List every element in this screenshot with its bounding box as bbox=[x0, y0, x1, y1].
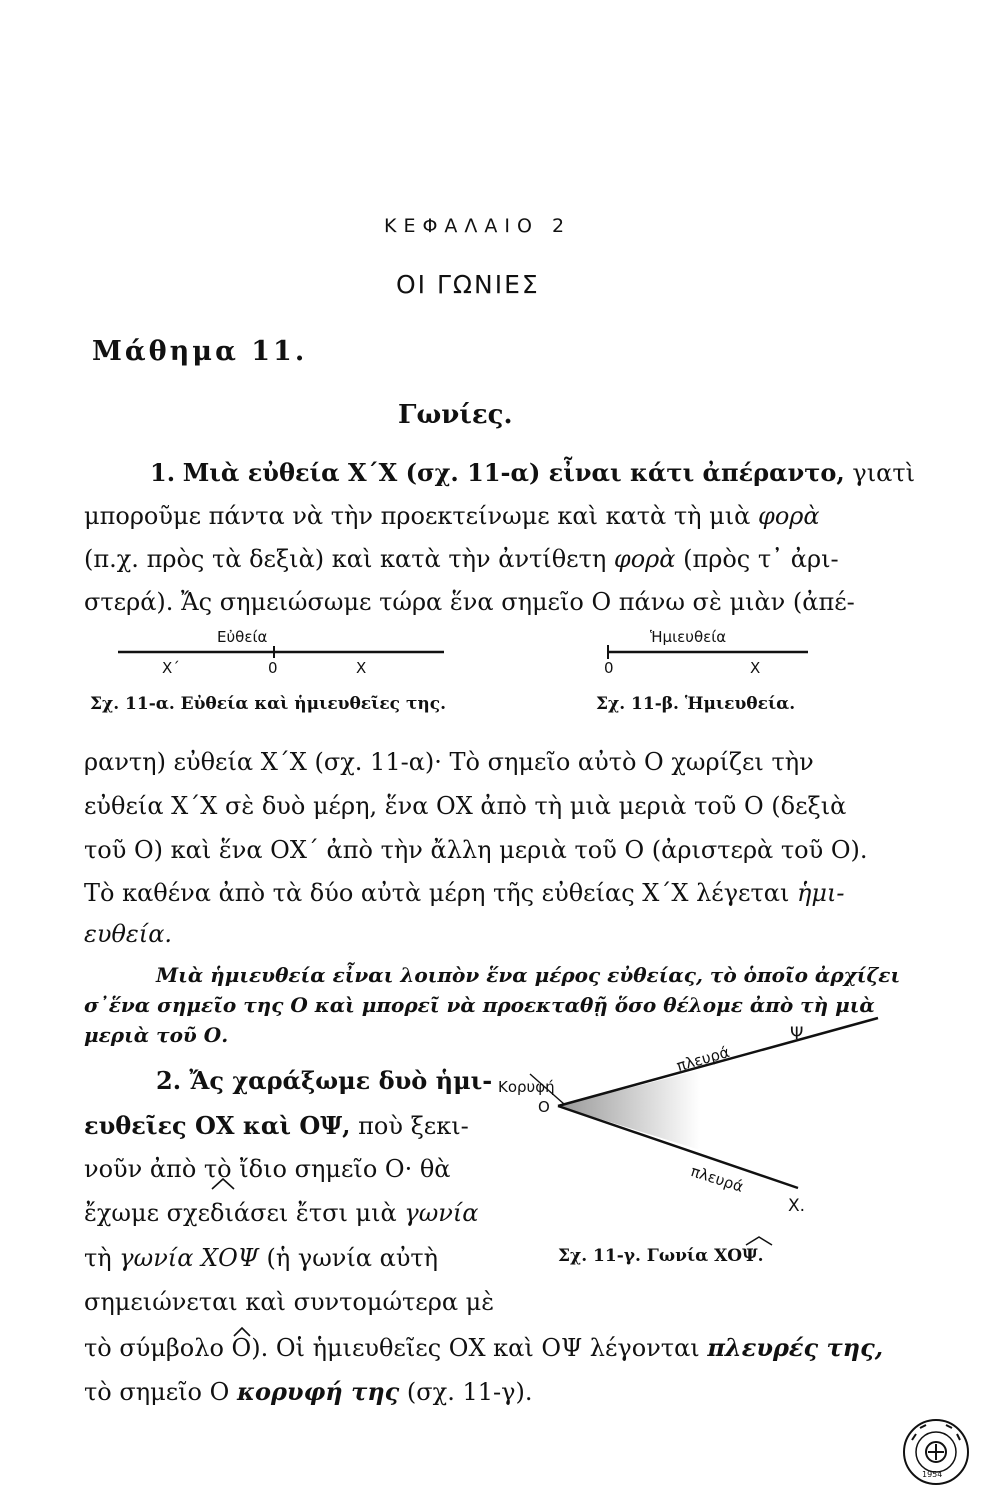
para2-line5-italic: γωνία ΧΟΨ bbox=[119, 1244, 259, 1272]
para2-line8 bbox=[84, 1377, 532, 1406]
fig-b-x: Χ bbox=[750, 659, 761, 677]
chapter-label: ΚΕΦΑΛΑΙΟ 2 bbox=[384, 215, 572, 237]
para1-line2-text: μποροῦμε πάντα νὰ τὴν προεκτείνωμε καὶ κατὰ τὴ μιὰ bbox=[84, 502, 759, 530]
fig-a-x-prime: Χ΄ bbox=[162, 659, 180, 677]
fig-b-o: 0 bbox=[604, 659, 614, 677]
para2-angle-hat bbox=[210, 1178, 236, 1190]
angle-shading bbox=[558, 1070, 700, 1150]
section-heading: Γωνίες. bbox=[398, 400, 513, 430]
para2-line1: 2. Ἄς χαράξωμε δυὸ ἡμι- bbox=[156, 1066, 493, 1095]
para2-line4-italic: γωνία bbox=[404, 1199, 479, 1227]
para2-line4 bbox=[84, 1199, 478, 1227]
para1-line3-italic: φορὰ bbox=[613, 545, 676, 573]
chapter-title: ΟΙ ΓΩΝΙΕΣ bbox=[396, 270, 540, 299]
para2-line5-end: (ἡ γωνία αὐτὴ bbox=[258, 1244, 439, 1272]
para1-line2-italic: φορὰ bbox=[758, 502, 820, 530]
para2-line8-italic: κορυφή της bbox=[236, 1377, 400, 1406]
para1-line3 bbox=[84, 545, 839, 573]
para1-line2 bbox=[84, 502, 820, 530]
para1-number: 1. bbox=[150, 458, 176, 487]
para2-line5 bbox=[84, 1244, 438, 1272]
fig-c-vertex-label: Κορυφή bbox=[498, 1078, 555, 1096]
fig-c-x: Χ. bbox=[788, 1196, 806, 1216]
para2-line2 bbox=[84, 1111, 469, 1140]
stamp-year: 1954 bbox=[922, 1470, 943, 1479]
fig-a-x: Χ bbox=[356, 659, 367, 677]
para2-line6: σημειώνεται καὶ συντομώτερα μὲ bbox=[84, 1288, 495, 1316]
para2-line7-text: τὸ σύμβολο bbox=[84, 1334, 232, 1362]
definition-line3: μεριὰ τοῦ Ο. bbox=[84, 1023, 229, 1047]
fig-c-side-bottom: πλευρά bbox=[688, 1162, 746, 1196]
para2-line7-italic: πλευρές της, bbox=[707, 1333, 884, 1362]
fig-c-caption-hat bbox=[744, 1236, 774, 1246]
para1-line1 bbox=[150, 458, 915, 487]
angle-symbol-letter: Ο bbox=[231, 1334, 252, 1362]
para1-cont-line3: τοῦ Ο) καὶ ἕνα ΟΧ΄ ἀπὸ τὴν ἄλλη μεριὰ τοῦ Ο (ἀριστερὰ τοῦ Ο). bbox=[84, 836, 868, 864]
para1-line3-text: (π.χ. πρὸς τὰ δεξιὰ) καὶ κατὰ τὴν ἀντίθετη bbox=[84, 545, 614, 573]
para1-cont-line4-text: Τὸ καθένα ἀπὸ τὰ δύο αὐτὰ μέρη τῆς εὐθείας Χ΄Χ λέγεται bbox=[84, 879, 798, 907]
para1-cont-line5: ευθεία. bbox=[84, 920, 173, 948]
fig-a-line-label: Εὐθεία bbox=[217, 628, 268, 646]
para1-line1-rest: γιατὶ bbox=[844, 459, 916, 487]
para2-line4-text: ἔχωμε σχεδιάσει ἔτσι μιὰ bbox=[84, 1199, 405, 1227]
definition-line1: Μιὰ ἡμιευθεία εἶναι λοιπὸν ἕνα μέρος εὐθείας, τὸ ὁποῖο ἀρχίζει bbox=[156, 963, 901, 987]
fig-c-psi: Ψ bbox=[790, 1024, 804, 1044]
para1-cont-line4 bbox=[84, 879, 845, 907]
para2-line2-bold: ευθεῖες ΟΧ καὶ ΟΨ, bbox=[84, 1111, 351, 1140]
fig-c-o: Ο bbox=[538, 1098, 550, 1116]
angle-symbol bbox=[232, 1334, 252, 1362]
para1-cont-line4-italic: ἡμι- bbox=[797, 879, 845, 907]
fig-b-line-label: Ἡμιευθεία bbox=[650, 628, 727, 646]
para2-line8-text: τὸ σημεῖο Ο bbox=[84, 1378, 237, 1406]
angle-hat bbox=[233, 1327, 251, 1337]
fig-a-caption: Σχ. 11-α. Εὐθεία καὶ ἡμιευθεῖες της. bbox=[90, 694, 447, 714]
figure-11c bbox=[500, 1000, 890, 1230]
definition-line2: σ᾿ἕνα σημεῖο της Ο καὶ μπορεῖ νὰ προεκταθῇ ὅσο θέλομε ἀπὸ τὴ μιὰ bbox=[84, 993, 875, 1017]
lesson-title: Μάθημα 11. bbox=[92, 336, 308, 367]
fig-b-caption: Σχ. 11-β. Ἡμιευθεία. bbox=[596, 694, 796, 714]
para2-line7-middle: ). Οἱ ἡμιευθεῖες ΟΧ καὶ ΟΨ λέγονται bbox=[251, 1334, 708, 1362]
fig-c-side-top: πλευρά bbox=[674, 1042, 732, 1076]
para1-line4: στερά). Ἄς σημειώσωμε τώρα ἕνα σημεῖο Ο πάνω σὲ μιὰν (ἀπέ- bbox=[84, 588, 855, 616]
fig-a-o: 0 bbox=[268, 659, 278, 677]
library-stamp bbox=[902, 1418, 970, 1486]
figure-11a bbox=[118, 628, 448, 688]
para2-line8-end: (σχ. 11-γ). bbox=[399, 1378, 533, 1406]
para1-bold: Μιὰ εὐθεία Χ΄Χ (σχ. 11-α) εἶναι κάτι ἀπέραντο, bbox=[182, 458, 845, 487]
para1-cont-line1: ραντη) εὐθεία Χ΄Χ (σχ. 11-α)· Τὸ σημεῖο αὐτὸ Ο χωρίζει τὴν bbox=[84, 748, 814, 776]
fig-c-caption: Σχ. 11-γ. Γωνία ΧΟΨ. bbox=[558, 1246, 764, 1266]
para2-line2-text: ποὺ ξεκι- bbox=[350, 1112, 469, 1140]
para2-line7 bbox=[84, 1333, 883, 1362]
para1-cont-line2: εὐθεία Χ΄Χ σὲ δυὸ μέρη, ἕνα ΟΧ ἀπὸ τὴ μιὰ μεριὰ τοῦ Ο (δεξιὰ bbox=[84, 792, 847, 820]
para1-line3-end: (πρὸς τ᾿ ἀρι- bbox=[675, 545, 839, 573]
para2-line5-text: τὴ bbox=[84, 1244, 120, 1272]
para2-line3: νοῦν ἀπὸ τὸ ἴδιο σημεῖο Ο· θὰ bbox=[84, 1155, 451, 1183]
